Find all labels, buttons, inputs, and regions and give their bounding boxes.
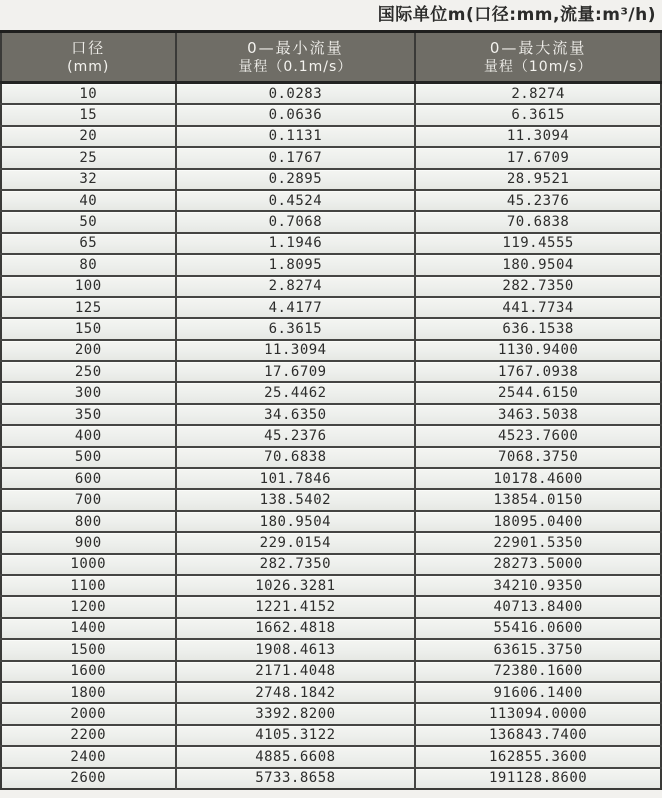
- column-header-min-flow: [176, 32, 416, 83]
- table-row: [1, 532, 661, 553]
- min-flow-cell: 0.4524: [176, 190, 416, 211]
- diameter-cell: 1200: [1, 596, 176, 617]
- min-flow-cell: 0.7068: [176, 211, 416, 232]
- max-flow-cell: 3463.5038: [415, 404, 661, 425]
- min-flow-cell: 0.1767: [176, 147, 416, 168]
- max-flow-cell: 28273.5000: [415, 554, 661, 575]
- diameter-cell: 1400: [1, 618, 176, 639]
- max-flow-cell: 40713.8400: [415, 596, 661, 617]
- units-note: 国际单位m(口径:mm,流量:m³/h): [377, 5, 656, 25]
- min-flow-cell: 180.9504: [176, 511, 416, 532]
- diameter-cell: 65: [1, 233, 176, 254]
- max-flow-cell: 4523.7600: [415, 425, 661, 446]
- max-flow-cell: 1767.0938: [415, 361, 661, 382]
- diameter-cell: 50: [1, 211, 176, 232]
- table-row: [1, 746, 661, 767]
- min-flow-cell: 1.8095: [176, 254, 416, 275]
- table-header: [1, 32, 661, 83]
- column-header-max-flow: [415, 32, 661, 83]
- max-flow-cell: 282.7350: [415, 276, 661, 297]
- table-row: [1, 361, 661, 382]
- table-row: [1, 768, 661, 789]
- max-flow-cell: 70.6838: [415, 211, 661, 232]
- column-header-diameter: [1, 32, 176, 83]
- max-flow-cell: 18095.0400: [415, 511, 661, 532]
- diameter-cell: 2600: [1, 768, 176, 789]
- max-flow-cell: 10178.4600: [415, 468, 661, 489]
- max-flow-cell: 91606.1400: [415, 682, 661, 703]
- max-flow-cell: 136843.7400: [415, 725, 661, 746]
- max-flow-cell: 28.9521: [415, 169, 661, 190]
- max-flow-cell: 34210.9350: [415, 575, 661, 596]
- header-row: [1, 32, 661, 83]
- table-row: [1, 425, 661, 446]
- table-row: [1, 254, 661, 275]
- max-flow-cell: 191128.8600: [415, 768, 661, 789]
- min-flow-cell: 1908.4613: [176, 639, 416, 660]
- diameter-cell: 400: [1, 425, 176, 446]
- diameter-cell: 25: [1, 147, 176, 168]
- table-row: [1, 297, 661, 318]
- diameter-cell: 40: [1, 190, 176, 211]
- diameter-cell: 600: [1, 468, 176, 489]
- diameter-cell: 2200: [1, 725, 176, 746]
- column-header-min-flow-line1: 0—最小流量: [247, 39, 344, 57]
- table-row: [1, 404, 661, 425]
- max-flow-cell: 441.7734: [415, 297, 661, 318]
- min-flow-cell: 0.0636: [176, 104, 416, 125]
- min-flow-cell: 45.2376: [176, 425, 416, 446]
- table-row: [1, 511, 661, 532]
- max-flow-cell: 180.9504: [415, 254, 661, 275]
- max-flow-cell: 162855.3600: [415, 746, 661, 767]
- max-flow-cell: 636.1538: [415, 318, 661, 339]
- max-flow-cell: 63615.3750: [415, 639, 661, 660]
- diameter-cell: 500: [1, 447, 176, 468]
- min-flow-cell: 138.5402: [176, 489, 416, 510]
- table-row: [1, 468, 661, 489]
- diameter-cell: 15: [1, 104, 176, 125]
- table-row: [1, 447, 661, 468]
- table-row: [1, 104, 661, 125]
- table-row: [1, 382, 661, 403]
- table-row: [1, 276, 661, 297]
- diameter-cell: 125: [1, 297, 176, 318]
- table-row: [1, 703, 661, 724]
- min-flow-cell: 25.4462: [176, 382, 416, 403]
- min-flow-cell: 34.6350: [176, 404, 416, 425]
- table-row: [1, 661, 661, 682]
- min-flow-cell: 1662.4818: [176, 618, 416, 639]
- diameter-cell: 350: [1, 404, 176, 425]
- max-flow-cell: 7068.3750: [415, 447, 661, 468]
- column-header-max-flow-line1: 0—最大流量: [489, 39, 587, 57]
- max-flow-cell: 13854.0150: [415, 489, 661, 510]
- diameter-cell: 900: [1, 532, 176, 553]
- diameter-cell: 32: [1, 169, 176, 190]
- max-flow-cell: 6.3615: [415, 104, 661, 125]
- min-flow-cell: 0.0283: [176, 83, 416, 105]
- table-row: [1, 725, 661, 746]
- diameter-cell: 1100: [1, 575, 176, 596]
- column-header-max-flow-line2: 量程（10m/s）: [483, 59, 593, 75]
- min-flow-cell: 1026.3281: [176, 575, 416, 596]
- table-row: [1, 618, 661, 639]
- diameter-cell: 1800: [1, 682, 176, 703]
- table-row: [1, 639, 661, 660]
- diameter-cell: 1600: [1, 661, 176, 682]
- table-row: [1, 233, 661, 254]
- diameter-cell: 250: [1, 361, 176, 382]
- min-flow-cell: 11.3094: [176, 340, 416, 361]
- min-flow-cell: 2748.1842: [176, 682, 416, 703]
- min-flow-cell: 5733.8658: [176, 768, 416, 789]
- table-row: [1, 147, 661, 168]
- table-row: [1, 211, 661, 232]
- diameter-cell: 150: [1, 318, 176, 339]
- max-flow-cell: 11.3094: [415, 126, 661, 147]
- table-row: [1, 83, 661, 105]
- min-flow-cell: 1.1946: [176, 233, 416, 254]
- diameter-cell: 700: [1, 489, 176, 510]
- max-flow-cell: 72380.1600: [415, 661, 661, 682]
- max-flow-cell: 22901.5350: [415, 532, 661, 553]
- diameter-cell: 10: [1, 83, 176, 105]
- min-flow-cell: 0.1131: [176, 126, 416, 147]
- min-flow-cell: 3392.8200: [176, 703, 416, 724]
- table-row: [1, 340, 661, 361]
- diameter-cell: 2000: [1, 703, 176, 724]
- diameter-cell: 1500: [1, 639, 176, 660]
- table-row: [1, 489, 661, 510]
- min-flow-cell: 2171.4048: [176, 661, 416, 682]
- table-row: [1, 126, 661, 147]
- min-flow-cell: 4105.3122: [176, 725, 416, 746]
- max-flow-cell: 1130.9400: [415, 340, 661, 361]
- min-flow-cell: 229.0154: [176, 532, 416, 553]
- max-flow-cell: 17.6709: [415, 147, 661, 168]
- diameter-cell: 300: [1, 382, 176, 403]
- min-flow-cell: 2.8274: [176, 276, 416, 297]
- diameter-cell: 2400: [1, 746, 176, 767]
- flow-range-table: [0, 30, 662, 790]
- min-flow-cell: 17.6709: [176, 361, 416, 382]
- diameter-cell: 200: [1, 340, 176, 361]
- max-flow-cell: 2544.6150: [415, 382, 661, 403]
- column-header-diameter-line2: (mm): [67, 59, 110, 75]
- min-flow-cell: 1221.4152: [176, 596, 416, 617]
- table-row: [1, 596, 661, 617]
- min-flow-cell: 0.2895: [176, 169, 416, 190]
- column-header-diameter-line1: 口径: [71, 39, 106, 57]
- min-flow-cell: 6.3615: [176, 318, 416, 339]
- table-row: [1, 318, 661, 339]
- min-flow-cell: 4885.6608: [176, 746, 416, 767]
- diameter-cell: 20: [1, 126, 176, 147]
- max-flow-cell: 2.8274: [415, 83, 661, 105]
- table-row: [1, 190, 661, 211]
- diameter-cell: 80: [1, 254, 176, 275]
- table-body: [1, 83, 661, 789]
- min-flow-cell: 4.4177: [176, 297, 416, 318]
- table-row: [1, 682, 661, 703]
- diameter-cell: 800: [1, 511, 176, 532]
- max-flow-cell: 113094.0000: [415, 703, 661, 724]
- diameter-cell: 100: [1, 276, 176, 297]
- max-flow-cell: 45.2376: [415, 190, 661, 211]
- max-flow-cell: 55416.0600: [415, 618, 661, 639]
- max-flow-cell: 119.4555: [415, 233, 661, 254]
- min-flow-cell: 70.6838: [176, 447, 416, 468]
- table-row: [1, 169, 661, 190]
- column-header-min-flow-line2: 量程（0.1m/s）: [238, 59, 353, 75]
- table-row: [1, 554, 661, 575]
- diameter-cell: 1000: [1, 554, 176, 575]
- min-flow-cell: 101.7846: [176, 468, 416, 489]
- table-row: [1, 575, 661, 596]
- min-flow-cell: 282.7350: [176, 554, 416, 575]
